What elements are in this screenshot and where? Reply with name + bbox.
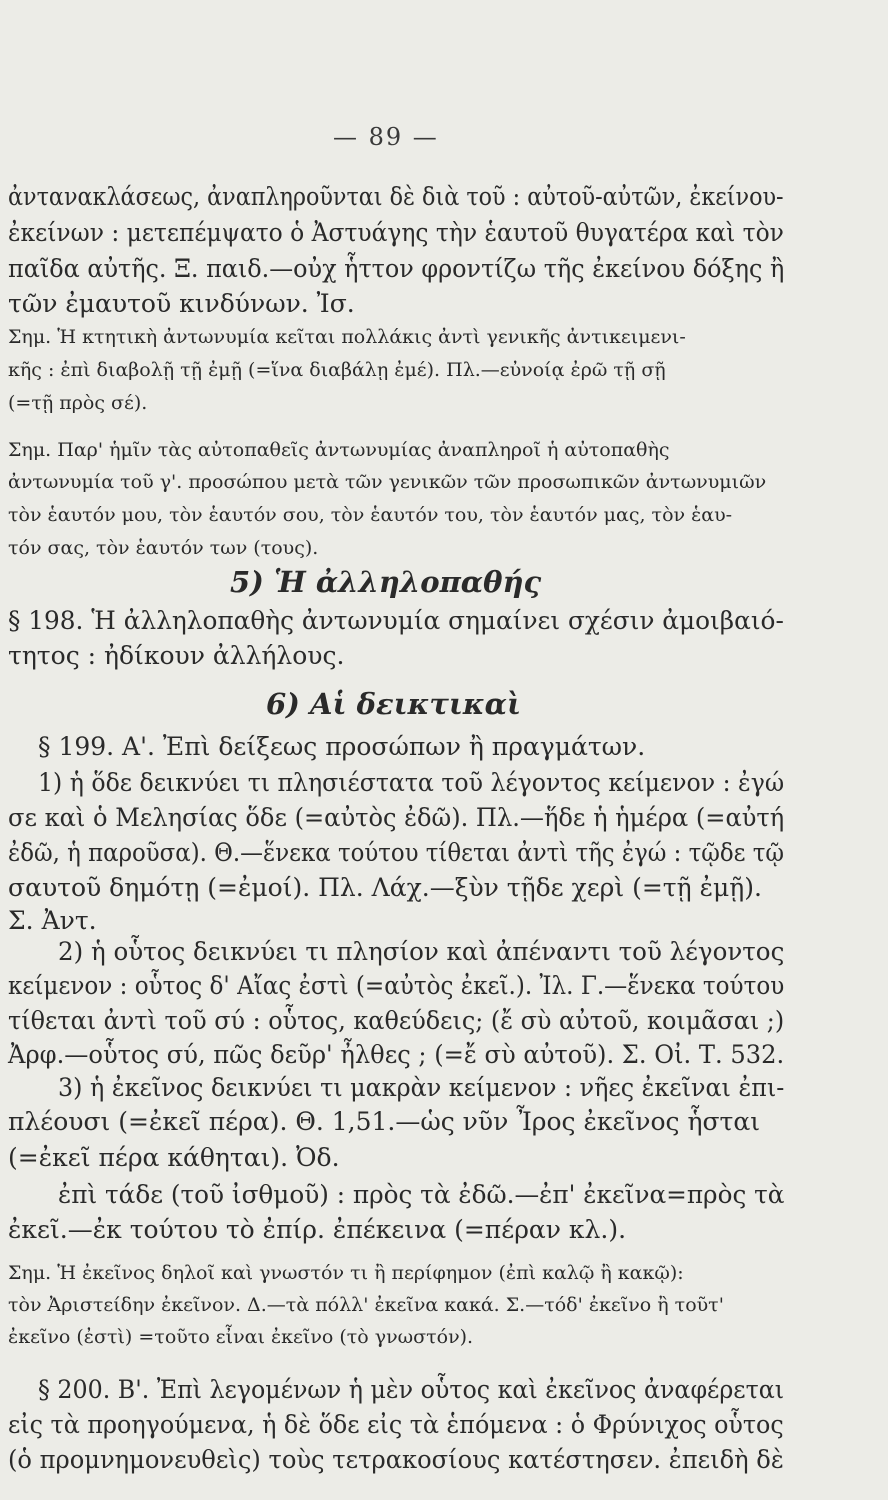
text-line: σε καὶ ὁ Μελησίας ὅδε (=αὐτὸς ἐδῶ). Πλ.—ἥδε ἡ ἡμέρα (=αὐτή [8, 803, 785, 832]
note-line: Σημ. Παρ' ἡμῖν τὰς αὐτοπαθεῖς ἀντωνυμίας ἀναπληροῖ ἡ αὐτοπαθὴς [8, 439, 670, 461]
text-line: ἐκεῖ.—ἐκ τούτου τὸ ἐπίρ. ἐπέκεινα (=πέραν κλ.). [8, 1215, 627, 1244]
text-line: ἐκείνων : μετεπέμψατο ὁ Ἀστυάγης τὴν ἑαυτοῦ θυγατέρα καὶ τὸν [8, 218, 784, 247]
text-line: § 199. Α'. Ἐπὶ δείξεως προσώπων ἢ πραγμάτων. [38, 732, 646, 761]
note-line: ἐκεῖνο (ἐστὶ) =τοῦτο εἶναι ἐκεῖνο (τὸ γνωστόν). [8, 1326, 474, 1348]
text-line: τίθεται ἀντὶ τοῦ σύ : οὗτος, καθεύδεις; (ἔ σὺ αὐτοῦ, κοιμᾶσαι ;) [8, 1006, 785, 1035]
text-line: κείμενον : οὗτος δ' Αἴας ἐστὶ (=αὐτὸς ἐκεῖ.). Ἰλ. Γ.—ἕνεκα τούτου [8, 971, 785, 1000]
text-line: εἰς τὰ προηγούμενα, ἡ δὲ ὅδε εἰς τὰ ἑπόμενα : ὁ Φρύνιχος οὗτος [8, 1410, 784, 1439]
text-line: παῖδα αὐτῆς. Ξ. παιδ.—οὐχ ἧττον φροντίζω τῆς ἐκείνου δόξης ἢ [8, 254, 785, 283]
text-line: 3) ἡ ἐκεῖνος δεικνύει τι μακρὰν κείμενον : νῆες ἐκεῖναι ἐπι- [58, 1073, 785, 1102]
note-line: τόν σας, τὸν ἑαυτόν των (τους). [8, 537, 319, 559]
text-line: (ὁ προμνημονευθεὶς) τοὺς τετρακοσίους κατέστησεν. ἐπειδὴ δὲ [8, 1445, 784, 1474]
note-line: τὸν ἑαυτόν μου, τὸν ἑαυτόν σου, τὸν ἑαυτόν του, τὸν ἑαυτόν μας, τὸν ἑαυ- [8, 504, 733, 526]
text-line: ἀντανακλάσεως, ἀναπληροῦνται δὲ διὰ τοῦ : αὐτοῦ-αὐτῶν, ἐκείνου- [8, 182, 784, 211]
text-line: 1) ἡ ὅδε δεικνύει τι πλησιέστατα τοῦ λέγοντος κείμενον : ἐγώ [38, 768, 785, 797]
section-heading: 5) Ἡ ἀλληλοπαθής [230, 565, 542, 599]
text-line: σαυτοῦ δημότῃ (=ἐμοί). Πλ. Λάχ.—ξὺν τῇδε χερὶ (=τῇ ἐμῇ). [8, 873, 762, 902]
text-line: ἐδῶ, ἡ παροῦσα). Θ.—ἕνεκα τούτου τίθεται ἀντὶ τῆς ἐγώ : τῷδε τῷ [8, 838, 785, 867]
note-line: τὸν Ἀριστείδην ἐκεῖνον. Δ.—τὰ πόλλ' ἐκεῖνα κακά. Σ.—τόδ' ἐκεῖνο ἢ τοῦτ' [8, 1294, 724, 1316]
page-number: — 89 — [333, 123, 439, 151]
section-heading: 6) Αἱ δεικτικαὶ [266, 687, 521, 721]
text-line: Σ. Ἀντ. [8, 906, 97, 935]
text-line: τητος : ἠδίκουν ἀλλήλους. [8, 641, 345, 670]
text-line: πλέουσι (=ἐκεῖ πέρα). Θ. 1,51.—ὡς νῦν Ἶρος ἐκεῖνος ἧσται [8, 1107, 761, 1136]
note-line: (=τῇ πρὸς σέ). [8, 392, 148, 414]
book-page [8, 0, 788, 1500]
note-line: κῆς : ἐπὶ διαβολῇ τῇ ἐμῇ (=ἵνα διαβάλῃ ἐμέ). Πλ.—εὐνοίᾳ ἐρῶ τῇ σῇ [8, 359, 666, 381]
text-line: τῶν ἐμαυτοῦ κινδύνων. Ἰσ. [8, 289, 355, 318]
text-line: Ἀρφ.—οὗτος σύ, πῶς δεῦρ' ἦλθες ; (=ἔ σὺ αὐτοῦ). Σ. Οἰ. Τ. 532. [8, 1040, 785, 1069]
note-line: Σημ. Ἡ κτητικὴ ἀντωνυμία κεῖται πολλάκις ἀντὶ γενικῆς ἀντικειμενι- [8, 326, 686, 348]
text-line: § 200. Β'. Ἐπὶ λεγομένων ἡ μὲν οὗτος καὶ ἐκεῖνος ἀναφέρεται [38, 1375, 785, 1404]
note-line: ἀντωνυμία τοῦ γ'. προσώπου μετὰ τῶν γενικῶν τῶν προσωπικῶν ἀντωνυμιῶν [8, 471, 767, 493]
text-line: (=ἐκεῖ πέρα κάθηται). Ὀδ. [8, 1143, 340, 1172]
text-line: ἐπὶ τάδε (τοῦ ἰσθμοῦ) : πρὸς τὰ ἐδῶ.—ἐπ' ἐκεῖνα=πρὸς τὰ [58, 1180, 785, 1209]
note-line: Σημ. Ἡ ἐκεῖνος δηλοῖ καὶ γνωστόν τι ἢ περίφημον (ἐπὶ καλῷ ἢ κακῷ): [8, 1262, 684, 1284]
text-line: 2) ἡ οὗτος δεικνύει τι πλησίον καὶ ἀπέναντι τοῦ λέγοντος [58, 937, 785, 966]
text-line: § 198. Ἡ ἀλληλοπαθὴς ἀντωνυμία σημαίνει σχέσιν ἀμοιβαιό- [8, 606, 784, 635]
